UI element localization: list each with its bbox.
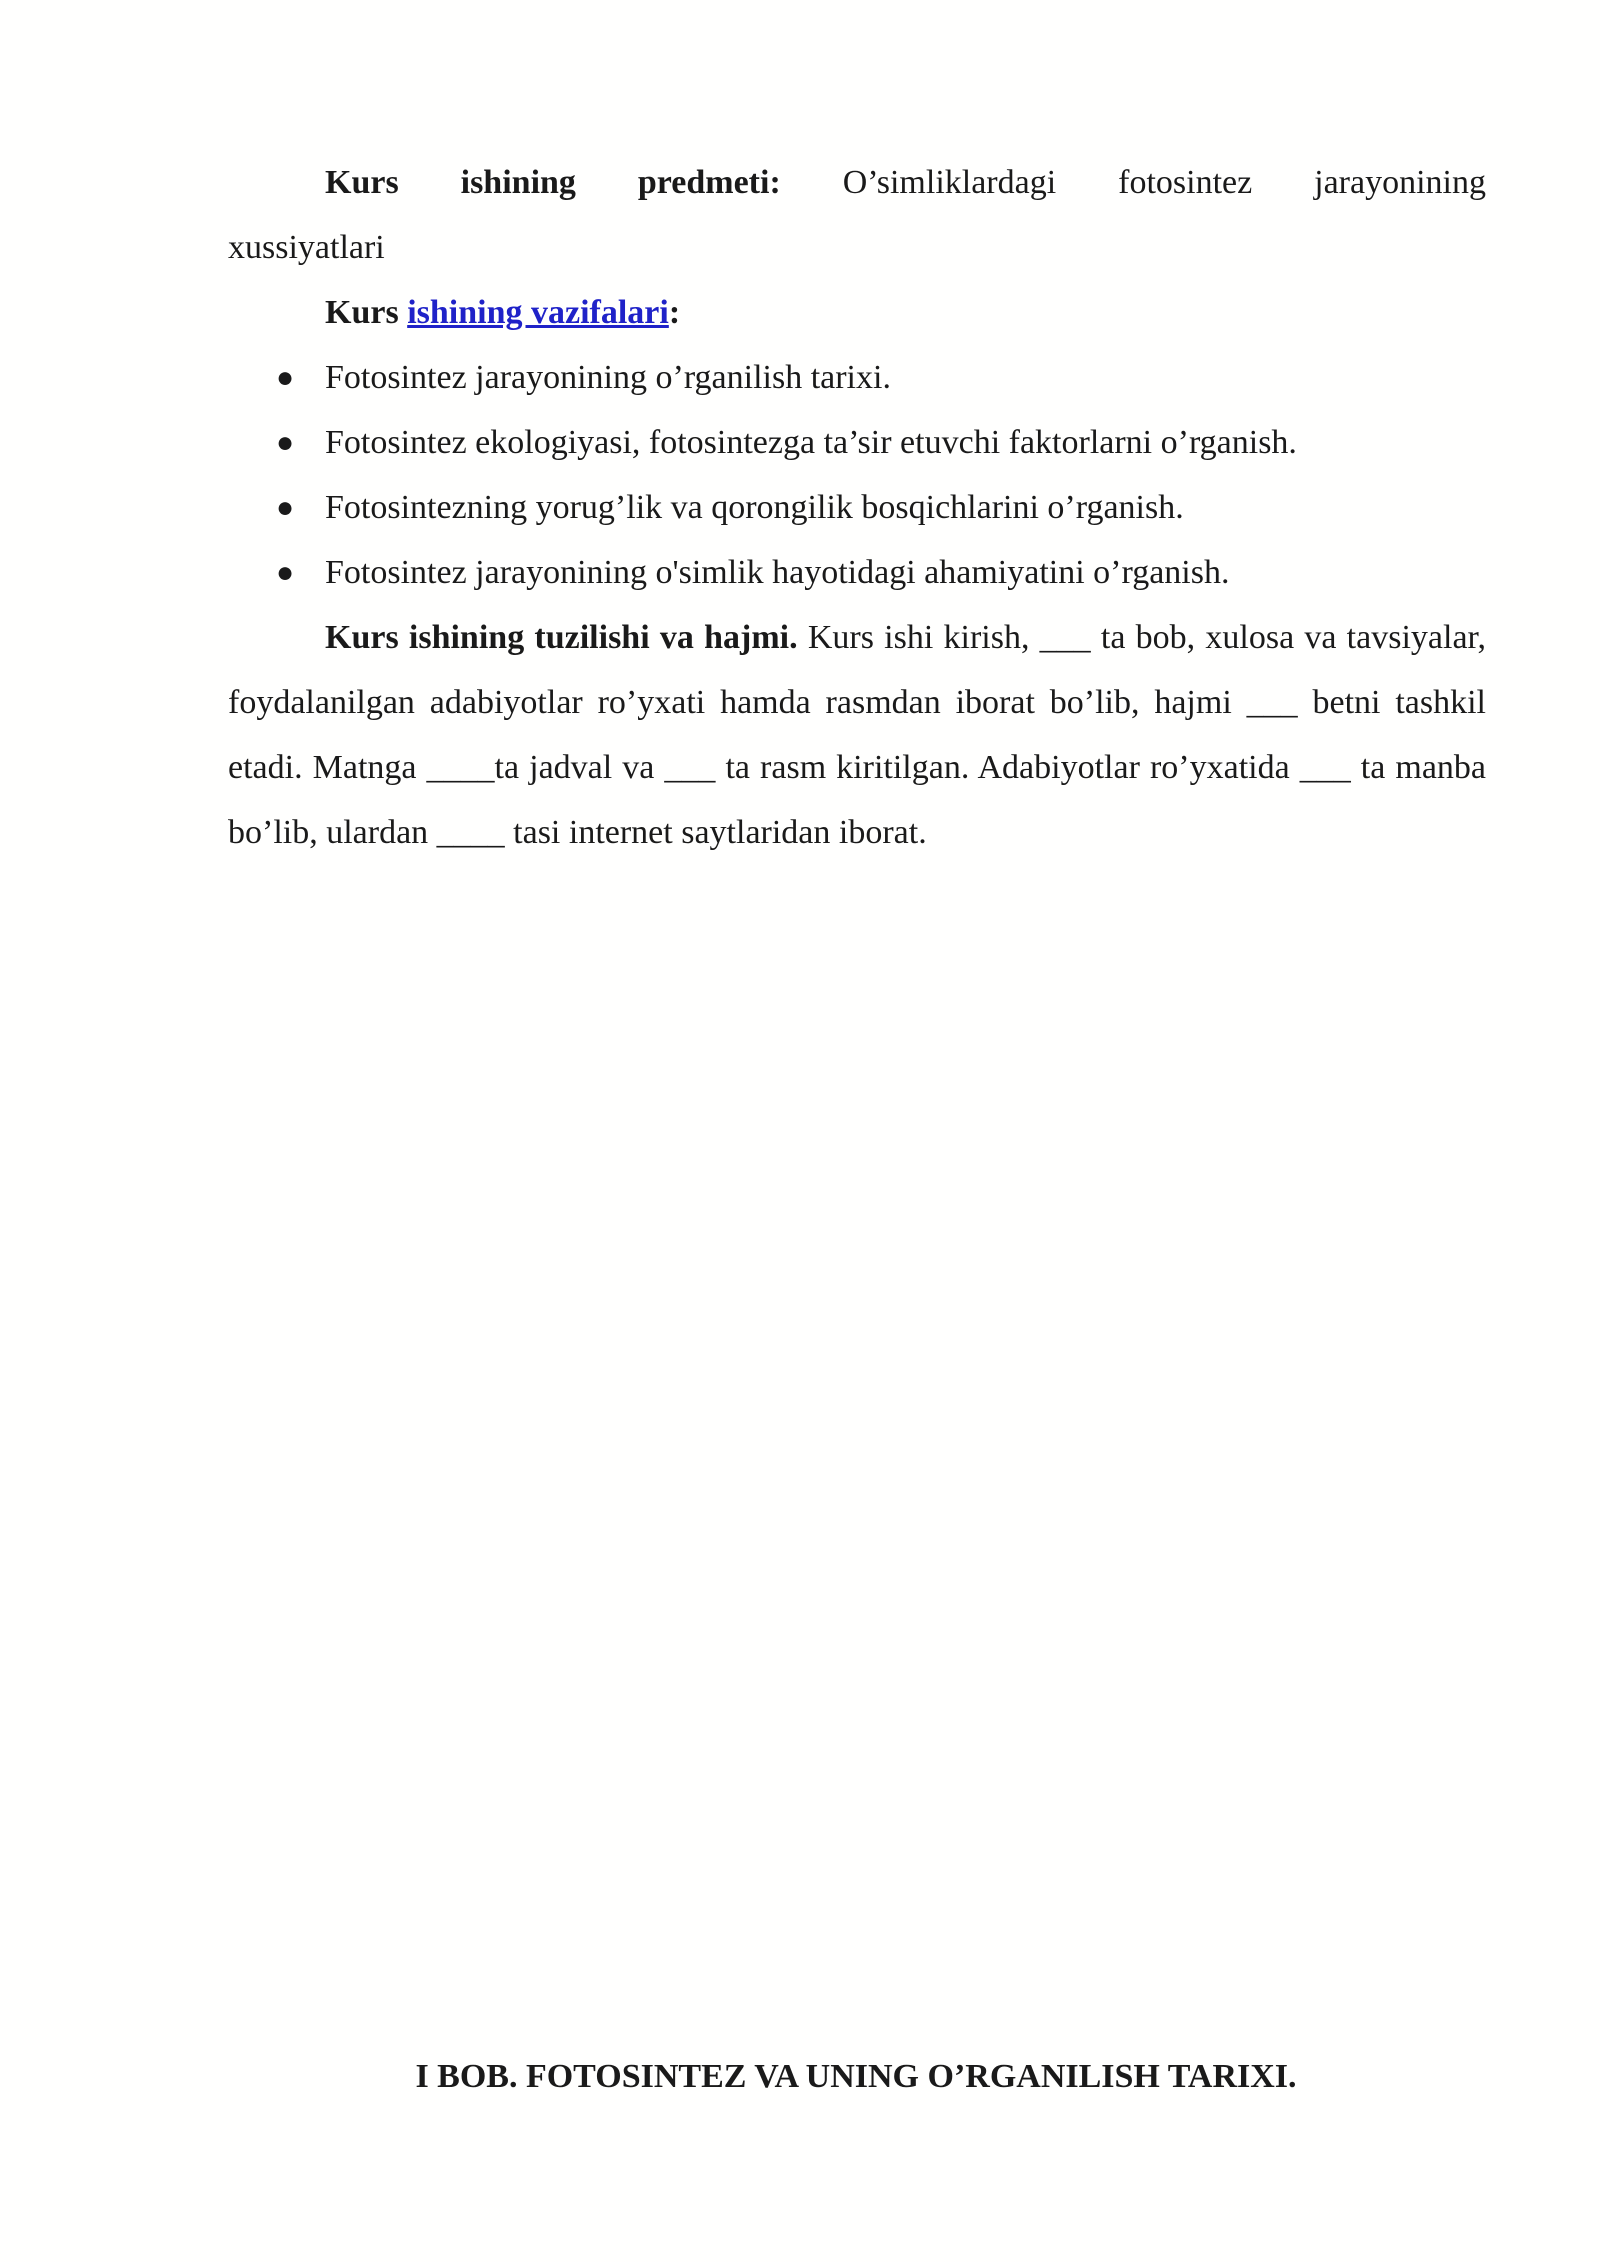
bullet-icon: ●	[276, 491, 295, 524]
tasks-list	[228, 345, 1486, 605]
structure-text: Kurs ishi kirish, ___ ta bob, xulosa va tavsiyalar, foydalanilgan adabiyotlar ro’yxati hamda rasmdan iborat bo’lib, hajmi ___ betni tashkil etadi. Matnga ____ta jadval va ___ ta rasm kiritilgan. Adabiyotlar ro’yxatida ___ ta manba bo’lib, ulardan ____ tasi internet saytlaridan iborat.	[228, 619, 1486, 851]
tasks-heading-link[interactable]: ishining vazifalari	[407, 294, 669, 331]
list-item	[228, 540, 1486, 605]
task-item-text: Fotosintez jarayonining o’rganilish tarixi.	[325, 359, 891, 396]
chapter-title-text: I BOB. FOTOSINTEZ VA UNING O’RGANILISH TARIXI.	[415, 2058, 1297, 2095]
structure-label: Kurs ishining tuzilishi va hajmi.	[325, 619, 798, 656]
task-item-text: Fotosintezning yorug’lik va qorongilik bosqichlarini o’rganish.	[325, 489, 1184, 526]
document-body	[228, 150, 1486, 865]
task-item-text: Fotosintez ekologiyasi, fotosintezga ta’sir etuvchi faktorlarni o’rganish.	[325, 424, 1297, 461]
bullet-icon: ●	[276, 361, 295, 394]
task-item-text: Fotosintez jarayonining o'simlik hayotidagi ahamiyatini o’rganish.	[325, 554, 1230, 591]
subject-label: Kurs ishining predmeti:	[325, 164, 781, 201]
structure-paragraph	[228, 605, 1486, 865]
list-item	[228, 475, 1486, 540]
tasks-heading	[228, 280, 1486, 345]
subject-text: O’simliklardagi fotosintez jarayonining	[842, 164, 1486, 201]
bullet-icon: ●	[276, 426, 295, 459]
subject-text-continuation: xussiyatlari	[228, 229, 385, 266]
list-item	[228, 345, 1486, 410]
chapter-title	[0, 2052, 1600, 2102]
tasks-heading-colon: :	[668, 294, 681, 331]
bullet-icon: ●	[276, 556, 295, 589]
tasks-heading-prefix: Kurs	[325, 294, 399, 331]
list-item	[228, 410, 1486, 475]
subject-paragraph	[228, 150, 1486, 215]
